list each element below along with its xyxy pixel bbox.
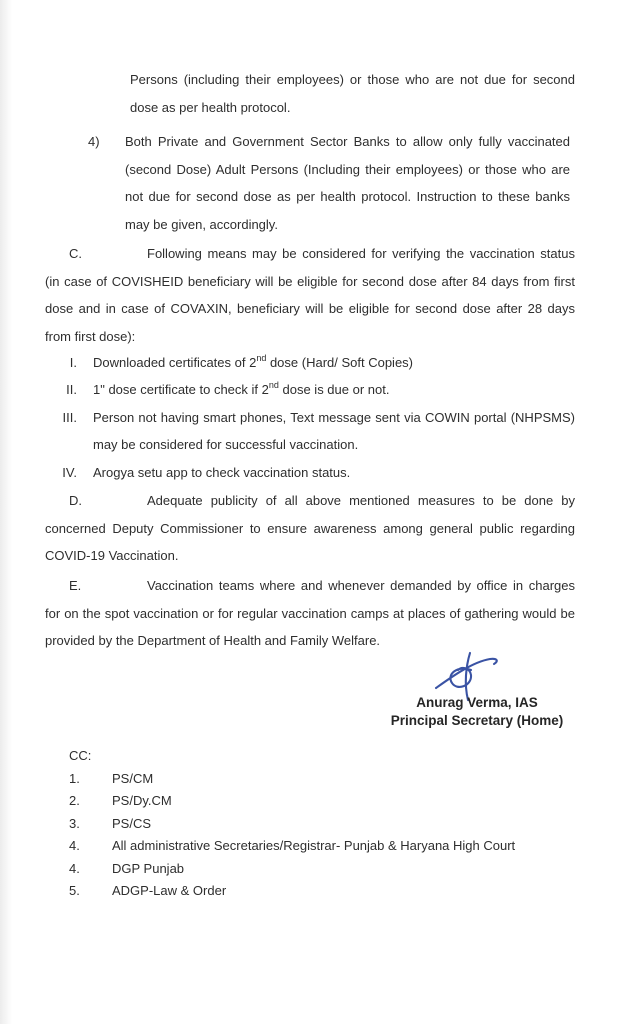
paragraph-continuation-wrap [45,66,575,121]
signatory-title: Principal Secretary (Home) [390,713,564,728]
cc-label: CC: [69,748,92,763]
roman-item-2-numeral: II. [66,382,77,398]
roman-list [45,349,575,486]
section-e-text: Vaccination teams where and whenever demanded by office in charges for on the spot vaccination or for regular vaccination camps at places of gathering would be provided by the Department of Health and Family Welfare. [45,578,575,648]
roman-item-4-numeral: IV. [62,464,77,480]
cc-item-2-number: 2. [69,793,80,808]
roman-item-3-text: Person not having smart phones, Text message sent via COWIN portal (NHPSMS) may be considered for successful vaccination. [93,409,575,453]
roman-item-3 [45,404,575,459]
cc-item-2 [45,790,575,813]
cc-item-4-text: All administrative Secretaries/Registrar- Punjab & Haryana High Court [112,838,516,853]
list-item-4-number: 4) [88,134,100,149]
signatory-name: Anurag Verma, IAS [416,695,538,710]
roman-item-4 [45,459,575,486]
cc-item-1-text: PS/CM [112,770,154,786]
cc-item-3-text: PS/CS [112,815,152,831]
superscript-nd: nd [256,352,267,363]
paragraph-continuation: Persons (including their employees) or those who are not due for second dose as per health protocol. [130,72,575,115]
roman-item-2-text: 1" dose certificate to check if 2nd dose is due or not. [93,380,390,398]
page-edge-shadow [0,0,12,1024]
roman-item-1-numeral: I. [69,355,77,370]
cc-item-6 [45,880,575,903]
cc-item-4-number: 4. [69,838,80,853]
roman-item-1-text: Downloaded certificates of 2nd dose (Hard/ Soft Copies) [93,352,414,370]
cc-item-5-number: 4. [69,860,80,876]
cc-item-5-text: DGP Punjab [112,860,185,876]
list-item-4-text: Both Private and Government Sector Banks to allow only fully vaccinated (second Dose) Adult Persons (Including their employees) or those who are not due for second dose as per health protocol. Instruction to these banks may be given, accordingly. [125,134,570,232]
cc-item-3 [45,813,575,836]
cc-item-2-text: PS/Dy.CM [112,793,172,808]
roman-item-2 [45,376,575,403]
cc-item-6-number: 5. [69,883,80,898]
cc-item-5 [45,858,575,881]
section-d-text: Adequate publicity of all above mentioned measures to be done by concerned Deputy Commissioner to ensure awareness among general public regarding COVID-19 Vaccination. [45,493,575,563]
section-c-letter: C. [69,246,82,261]
roman-item-1 [45,349,575,376]
cc-item-6-text: ADGP-Law & Order [112,883,227,898]
section-d [45,487,575,570]
roman-item-4-text: Arogya setu app to check vaccination status. [93,464,351,480]
section-d-letter: D. [69,493,82,508]
section-e [45,572,575,655]
cc-item-1-number: 1. [69,770,80,786]
section-c-text: Following means may be considered for verifying the vaccination status (in case of COVISHEID beneficiary will be eligible for second dose after 84 days from first dose and in case of COVAXIN, beneficiary will be eligible for second dose after 28 days from first dose): [45,246,575,344]
cc-item-4 [45,835,575,858]
cc-item-3-number: 3. [69,815,80,831]
section-e-letter: E. [69,578,82,593]
superscript-nd: nd [268,380,279,391]
cc-item-1 [45,768,575,791]
section-c [45,240,575,350]
signatory-block [388,694,566,730]
list-item-4 [45,128,575,238]
cc-block [45,745,575,903]
roman-item-3-numeral: III. [62,409,77,425]
